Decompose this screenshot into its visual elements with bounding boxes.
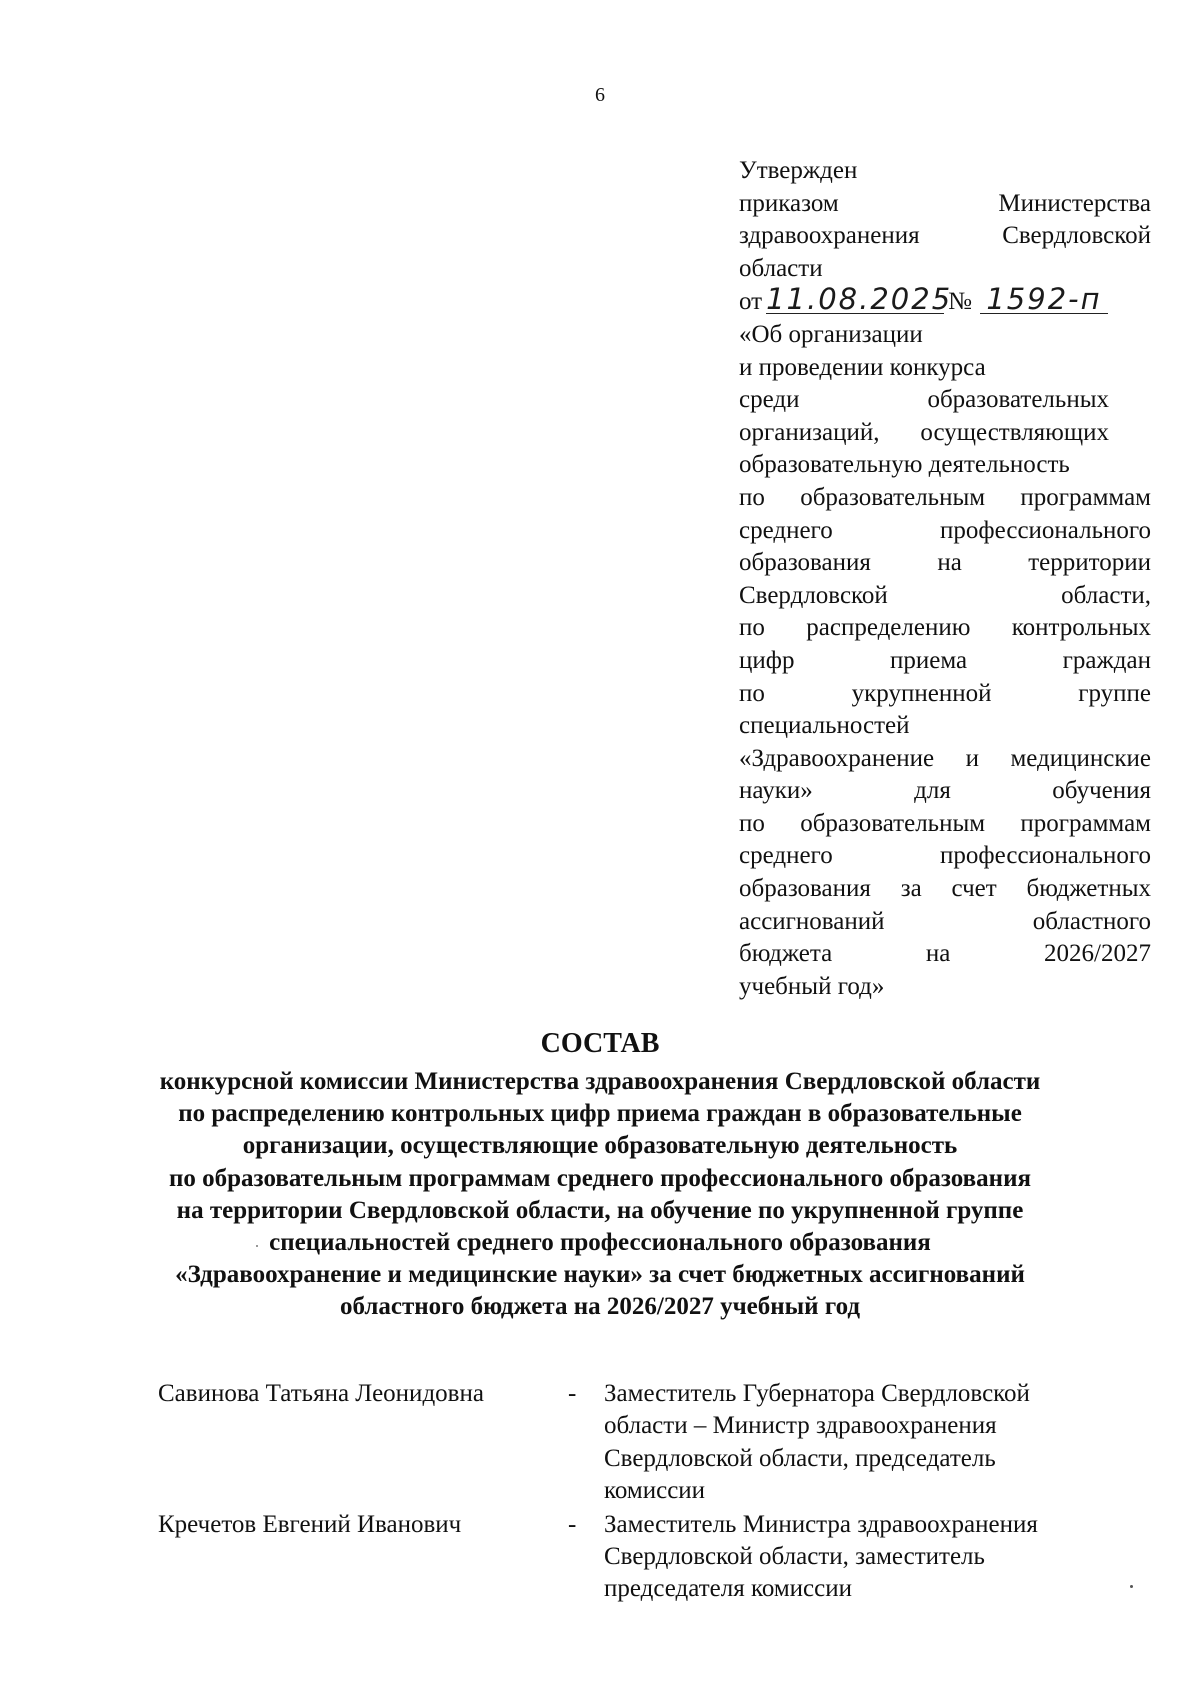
subtitle-line: областного бюджета на 2026/2027 учебный год: [340, 1293, 860, 1321]
member-role-line: Свердловской области, заместитель: [604, 1543, 985, 1571]
scan-speck: [256, 1245, 258, 1247]
order-title-line: ассигнований областного: [739, 907, 1151, 935]
subtitle-line: организации, осуществляющие образовательную деятельность: [242, 1132, 958, 1160]
order-date-number-line: [739, 282, 1151, 319]
order-title-line: среди образовательных: [739, 386, 1109, 414]
member-role-line: председателя комиссии: [604, 1575, 852, 1603]
approval-line: приказом Министерства: [739, 189, 1151, 217]
approval-heading: Утвержден: [739, 157, 858, 184]
order-number-label: №: [948, 288, 972, 316]
order-title-line: Свердловской области,: [739, 581, 1151, 609]
order-title-line: по образовательным программам: [739, 483, 1151, 511]
approval-block: [739, 155, 1151, 1003]
member-role-line: области – Министр здравоохранения: [604, 1412, 997, 1440]
order-title-line: среднего профессионального: [739, 516, 1151, 544]
document-subtitle: [120, 1066, 1080, 1324]
member-name: Савинова Татьяна Леонидовна: [158, 1380, 484, 1407]
order-title-line: науки» для обучения: [739, 777, 1151, 805]
approval-line: области: [739, 254, 823, 282]
handwritten-date: 11.08.2025: [766, 282, 953, 317]
page-number: 6: [595, 84, 605, 106]
subtitle-line: на территории Свердловской области, на обучение по укрупненной группе: [176, 1196, 1024, 1224]
subtitle-line: «Здравоохранение и медицинские науки» за счет бюджетных ассигнований: [175, 1261, 1025, 1289]
commission-members-list: [158, 1378, 1118, 1607]
handwritten-order-number: 1592-п: [980, 285, 1108, 314]
approval-line: здравоохранения Свердловской: [739, 222, 1151, 250]
scan-speck: [1130, 1585, 1133, 1588]
member-role: [604, 1378, 1084, 1508]
order-title-line: цифр приема граждан: [739, 646, 1151, 674]
member-dash: -: [568, 1510, 577, 1538]
member-role-line: комиссии: [604, 1477, 706, 1505]
order-title-line: образования на территории: [739, 549, 1151, 577]
order-title-line: образовательную деятельность: [739, 451, 1070, 479]
member-role-line: Свердловской области, председатель: [604, 1444, 996, 1472]
subtitle-line: специальностей среднего профессионального образования: [269, 1229, 931, 1257]
member-role-line: Заместитель Министра здравоохранения: [604, 1510, 1038, 1538]
subtitle-line: по распределению контрольных цифр приема граждан в образовательные: [178, 1100, 1022, 1128]
member-row: [158, 1509, 1118, 1606]
order-title-line: по распределению контрольных: [739, 614, 1151, 642]
document-title: СОСТАВ: [540, 1028, 660, 1059]
order-title-line: организаций, осуществляющих: [739, 418, 1109, 446]
member-row: [158, 1378, 1118, 1508]
order-title-line: бюджета на 2026/2027: [739, 940, 1151, 968]
order-title-line: и проведении конкурса: [739, 353, 986, 381]
subtitle-line: по образовательным программам среднего профессионального образования: [168, 1164, 1031, 1192]
order-title-line: по образовательным программам: [739, 809, 1151, 837]
member-role-line: Заместитель Губернатора Свердловской: [604, 1380, 1030, 1407]
order-title-line: «Об организации: [739, 320, 923, 348]
order-title-line: по укрупненной группе: [739, 679, 1151, 707]
member-name: Кречетов Евгений Иванович: [158, 1510, 462, 1538]
order-title-line: «Здравоохранение и медицинские: [739, 744, 1151, 772]
subtitle-line: конкурсной комиссии Министерства здравоохранения Свердловской области: [159, 1068, 1041, 1095]
member-role: [604, 1509, 1084, 1606]
order-title-line: специальностей: [739, 712, 910, 740]
member-dash: -: [568, 1380, 577, 1407]
order-title-line: среднего профессионального: [739, 842, 1151, 870]
order-title-line: образования за счет бюджетных: [739, 875, 1151, 903]
order-title-line: учебный год»: [739, 972, 885, 1000]
order-prefix: от: [739, 288, 763, 316]
